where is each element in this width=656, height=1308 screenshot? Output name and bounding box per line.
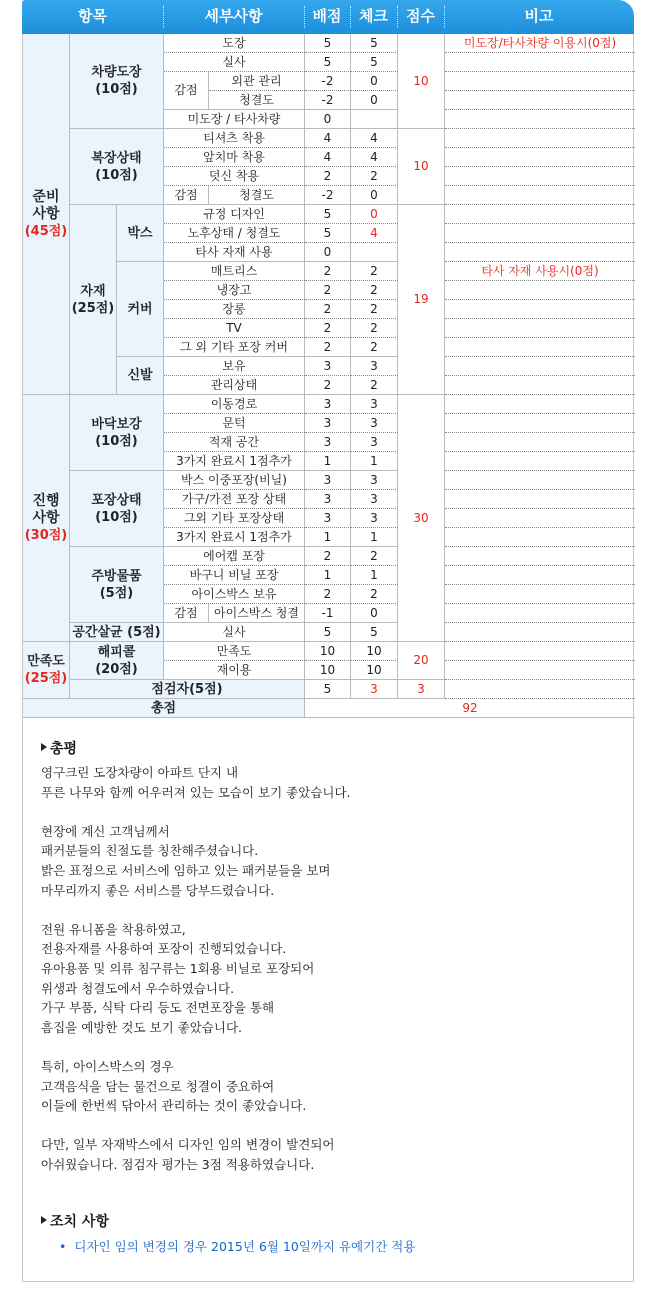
check-value: 3 (351, 490, 398, 509)
points-value: 0 (305, 243, 351, 262)
note-cell (445, 72, 635, 91)
category-happy-call: 해피콜 (20점) (70, 642, 164, 680)
points-value: -2 (305, 72, 351, 91)
review-line: 흠집을 예방한 것도 보기 좋았습니다. (41, 1019, 242, 1035)
detail-label: 문턱 (164, 414, 305, 433)
header-item: 항목 (78, 7, 107, 25)
note-cell (445, 623, 635, 642)
review-text (41, 763, 611, 1174)
header-note: 비고 (524, 7, 554, 25)
category-vehicle-paint: 차량도장 (10점) (70, 34, 164, 129)
note-cell (445, 509, 635, 528)
detail-label: 냉장고 (164, 281, 305, 300)
check-value: 2 (351, 300, 398, 319)
note-cell (445, 167, 635, 186)
review-line (41, 802, 611, 822)
points-value: 2 (305, 376, 351, 395)
points-value: 2 (305, 319, 351, 338)
detail-label: 박스 이중포장(비닐) (164, 471, 305, 490)
points-value: -2 (305, 186, 351, 205)
points-value: 1 (305, 566, 351, 585)
note-cell (445, 243, 635, 262)
score-value: 19 (398, 205, 445, 395)
points-value: 1 (305, 528, 351, 547)
review-line (41, 900, 611, 920)
detail-label: 관리상태 (164, 376, 305, 395)
detail-label: 재이용 (164, 661, 305, 680)
review-title: 총평 (50, 741, 78, 757)
check-value: 1 (351, 452, 398, 471)
note-cell (445, 205, 635, 224)
points-value: 2 (305, 338, 351, 357)
detail-label: 가구/가전 포장 상태 (164, 490, 305, 509)
detail-label: 적재 공간 (164, 433, 305, 452)
note-cell (445, 129, 635, 148)
check-value: 4 (351, 148, 398, 167)
score-value: 3 (398, 680, 445, 699)
note-cell: 미도장/타사차량 이용시(0점) (445, 34, 635, 53)
bullet-icon: • (59, 1239, 67, 1254)
action-heading (41, 1211, 109, 1231)
detail-label: 아이스박스 보유 (164, 585, 305, 604)
detail-label: 에어캡 포장 (164, 547, 305, 566)
check-value: 3 (351, 357, 398, 376)
note-cell (445, 604, 635, 623)
total-value: 92 (305, 699, 635, 718)
detail-label: 보유 (164, 357, 305, 376)
check-value: 10 (351, 661, 398, 680)
review-line: 가구 부품, 식탁 다리 등도 전면포장을 통해 (41, 1000, 275, 1016)
deduction-label: 감점 (164, 72, 209, 110)
note-cell (445, 338, 635, 357)
detail-label: 앞치마 착용 (164, 148, 305, 167)
check-value: 3 (351, 395, 398, 414)
check-value: 3 (351, 509, 398, 528)
triangle-bullet-icon (41, 1216, 47, 1224)
check-value: 5 (351, 34, 398, 53)
category-packing: 포장상태 (10점) (70, 471, 164, 547)
detail-label: 미도장 / 타사차량 (164, 110, 305, 129)
check-value: 2 (351, 167, 398, 186)
review-line: 위생과 청결도에서 우수하였습니다. (41, 980, 235, 996)
note-cell (445, 528, 635, 547)
action-title: 조치 사항 (50, 1214, 109, 1230)
points-value: 2 (305, 281, 351, 300)
detail-label: 이동경로 (164, 395, 305, 414)
points-value: 3 (305, 433, 351, 452)
detail-label: 실사 (164, 623, 305, 642)
points-value: 3 (305, 357, 351, 376)
check-value: 2 (351, 262, 398, 281)
note-cell (445, 414, 635, 433)
detail-label: 타사 자재 사용 (164, 243, 305, 262)
detail-label: 덧신 착용 (164, 167, 305, 186)
section-points: (45점) (24, 223, 68, 239)
note-cell (445, 186, 635, 205)
detail-label: 매트리스 (164, 262, 305, 281)
detail-label: 노후상태 / 청결도 (164, 224, 305, 243)
check-value: 3 (351, 414, 398, 433)
category-materials: 자재 (25점) (70, 205, 117, 395)
points-value: 5 (305, 224, 351, 243)
score-value: 20 (398, 642, 445, 680)
check-value: 4 (351, 129, 398, 148)
points-value: 3 (305, 490, 351, 509)
points-value: 5 (305, 205, 351, 224)
detail-label: 만족도 (164, 642, 305, 661)
review-line: 현장에 계신 고객님께서 (41, 823, 170, 839)
detail-label: 그 외 기타 포장 커버 (164, 338, 305, 357)
section-title: 만족도 (27, 654, 65, 669)
note-cell (445, 661, 635, 680)
score-value: 10 (398, 34, 445, 129)
review-line: 전원 유니폼을 착용하였고, (41, 921, 186, 937)
category-inspector: 점검자(5점) (70, 680, 305, 699)
review-line: 패커분들의 친절도를 칭찬해주셨습니다. (41, 843, 259, 859)
header-check: 체크 (359, 7, 388, 25)
points-value: 5 (305, 53, 351, 72)
note-cell (445, 224, 635, 243)
evaluation-table (22, 34, 634, 718)
note-cell (445, 148, 635, 167)
header-score: 점수 (406, 7, 435, 25)
check-value: 5 (351, 53, 398, 72)
section-title: 준비 사항 (32, 188, 60, 222)
points-value: 10 (305, 642, 351, 661)
note-cell (445, 395, 635, 414)
review-line: 전용자재를 사용하여 포장이 진행되었습니다. (41, 941, 287, 957)
detail-label: 3가지 완료시 1점추가 (164, 452, 305, 471)
review-line: 밝은 표정으로 서비스에 임하고 있는 패커분들을 보며 (41, 862, 331, 878)
detail-label: TV (164, 319, 305, 338)
points-value: 2 (305, 547, 351, 566)
subcategory-cover: 커버 (117, 262, 164, 357)
section-title: 진행 사항 (32, 492, 60, 526)
score-value: 30 (398, 395, 445, 642)
check-value (351, 243, 398, 262)
section-points: (25점) (24, 671, 68, 686)
points-value: 2 (305, 300, 351, 319)
check-value: 5 (351, 623, 398, 642)
points-value: 3 (305, 414, 351, 433)
note-cell (445, 566, 635, 585)
deduction-label: 감점 (164, 604, 209, 623)
review-heading (41, 738, 77, 758)
section-satisfaction (23, 642, 70, 699)
review-line: 마무리까지 좋은 서비스를 당부드렸습니다. (41, 882, 275, 898)
subcategory-shoes: 신발 (117, 357, 164, 395)
points-value: 3 (305, 509, 351, 528)
points-value: 5 (305, 680, 351, 699)
check-value: 3 (351, 471, 398, 490)
note-cell (445, 642, 635, 661)
points-value: 10 (305, 661, 351, 680)
action-item (59, 1237, 415, 1255)
note-cell (445, 471, 635, 490)
category-sterilization: 공간살균 (5점) (70, 623, 164, 642)
check-value: 3 (351, 680, 398, 699)
section-preparation (23, 34, 70, 395)
score-value: 10 (398, 129, 445, 205)
points-value: 2 (305, 262, 351, 281)
points-value: 5 (305, 34, 351, 53)
points-value: 1 (305, 452, 351, 471)
total-label: 총점 (23, 699, 305, 718)
check-value: 2 (351, 319, 398, 338)
note-cell (445, 680, 635, 699)
check-value: 0 (351, 72, 398, 91)
category-kitchenware: 주방물품 (5점) (70, 547, 164, 623)
check-value: 0 (351, 91, 398, 110)
review-line (41, 1037, 611, 1057)
header-detail: 세부사항 (204, 7, 263, 25)
points-value: -2 (305, 91, 351, 110)
triangle-bullet-icon (41, 743, 47, 751)
note-cell: 타사 자재 사용시(0점) (445, 262, 635, 281)
points-value: 3 (305, 471, 351, 490)
note-cell (445, 91, 635, 110)
check-value: 2 (351, 338, 398, 357)
note-cell (445, 300, 635, 319)
detail-label: 실사 (164, 53, 305, 72)
points-value: 2 (305, 167, 351, 186)
check-value: 10 (351, 642, 398, 661)
review-line: 푸른 나무와 함께 어우러져 있는 모습이 보기 좋았습니다. (41, 784, 351, 800)
note-cell (445, 490, 635, 509)
subcategory-box: 박스 (117, 205, 164, 262)
note-cell (445, 357, 635, 376)
review-line (41, 1116, 611, 1136)
check-value: 0 (351, 604, 398, 623)
detail-label: 바구니 비닐 포장 (164, 566, 305, 585)
review-line: 유아용품 및 의류 침구류는 1회용 비닐로 포장되어 (41, 960, 315, 976)
points-value: 2 (305, 585, 351, 604)
detail-label: 티셔츠 착용 (164, 129, 305, 148)
check-value: 2 (351, 547, 398, 566)
detail-label: 장롱 (164, 300, 305, 319)
detail-label: 규정 디자인 (164, 205, 305, 224)
section-points: (30점) (24, 527, 68, 543)
header-points: 배점 (312, 7, 342, 25)
points-value: 4 (305, 129, 351, 148)
check-value: 2 (351, 585, 398, 604)
note-cell (445, 110, 635, 129)
detail-label: 그외 기타 포장상태 (164, 509, 305, 528)
check-value: 0 (351, 205, 398, 224)
category-floor-protection: 바닥보강 (10점) (70, 395, 164, 471)
detail-label: 도장 (164, 34, 305, 53)
review-line: 고객음식을 담는 물건으로 청결이 중요하여 (41, 1078, 275, 1094)
table-header (22, 0, 634, 34)
note-cell (445, 433, 635, 452)
points-value: 0 (305, 110, 351, 129)
action-text: 디자인 임의 변경의 경우 2015년 6월 10일까지 유예기간 적용 (74, 1239, 416, 1254)
section-progress (23, 395, 70, 642)
note-cell (445, 376, 635, 395)
detail-label: 청결도 (209, 186, 305, 205)
review-line: 이들에 한번씩 닦아서 관리하는 것이 좋았습니다. (41, 1098, 307, 1114)
detail-label: 아이스박스 청결 (209, 604, 305, 623)
detail-label: 외관 관리 (209, 72, 305, 91)
note-cell (445, 452, 635, 471)
detail-label: 청결도 (209, 91, 305, 110)
check-value: 2 (351, 376, 398, 395)
check-value: 0 (351, 186, 398, 205)
check-value: 4 (351, 224, 398, 243)
check-value: 3 (351, 433, 398, 452)
detail-label: 3가지 완료시 1점추가 (164, 528, 305, 547)
points-value: -1 (305, 604, 351, 623)
points-value: 3 (305, 395, 351, 414)
note-cell (445, 53, 635, 72)
note-cell (445, 319, 635, 338)
category-uniform: 복장상태 (10점) (70, 129, 164, 205)
check-value: 1 (351, 528, 398, 547)
check-value: 2 (351, 281, 398, 300)
points-value: 4 (305, 148, 351, 167)
review-line: 영구크린 도장차량이 아파트 단지 내 (41, 765, 239, 780)
review-line: 특히, 아이스박스의 경우 (41, 1058, 174, 1074)
note-cell (445, 547, 635, 566)
summary-panel (22, 718, 634, 1282)
check-value: 1 (351, 566, 398, 585)
check-value (351, 110, 398, 129)
points-value: 5 (305, 623, 351, 642)
note-cell (445, 585, 635, 604)
deduction-label: 감점 (164, 186, 209, 205)
note-cell (445, 281, 635, 300)
review-line: 다만, 일부 자재박스에서 디자인 임의 변경이 발견되어 (41, 1137, 335, 1153)
review-line: 아쉬웠습니다. 점검자 평가는 3점 적용하였습니다. (41, 1156, 315, 1172)
